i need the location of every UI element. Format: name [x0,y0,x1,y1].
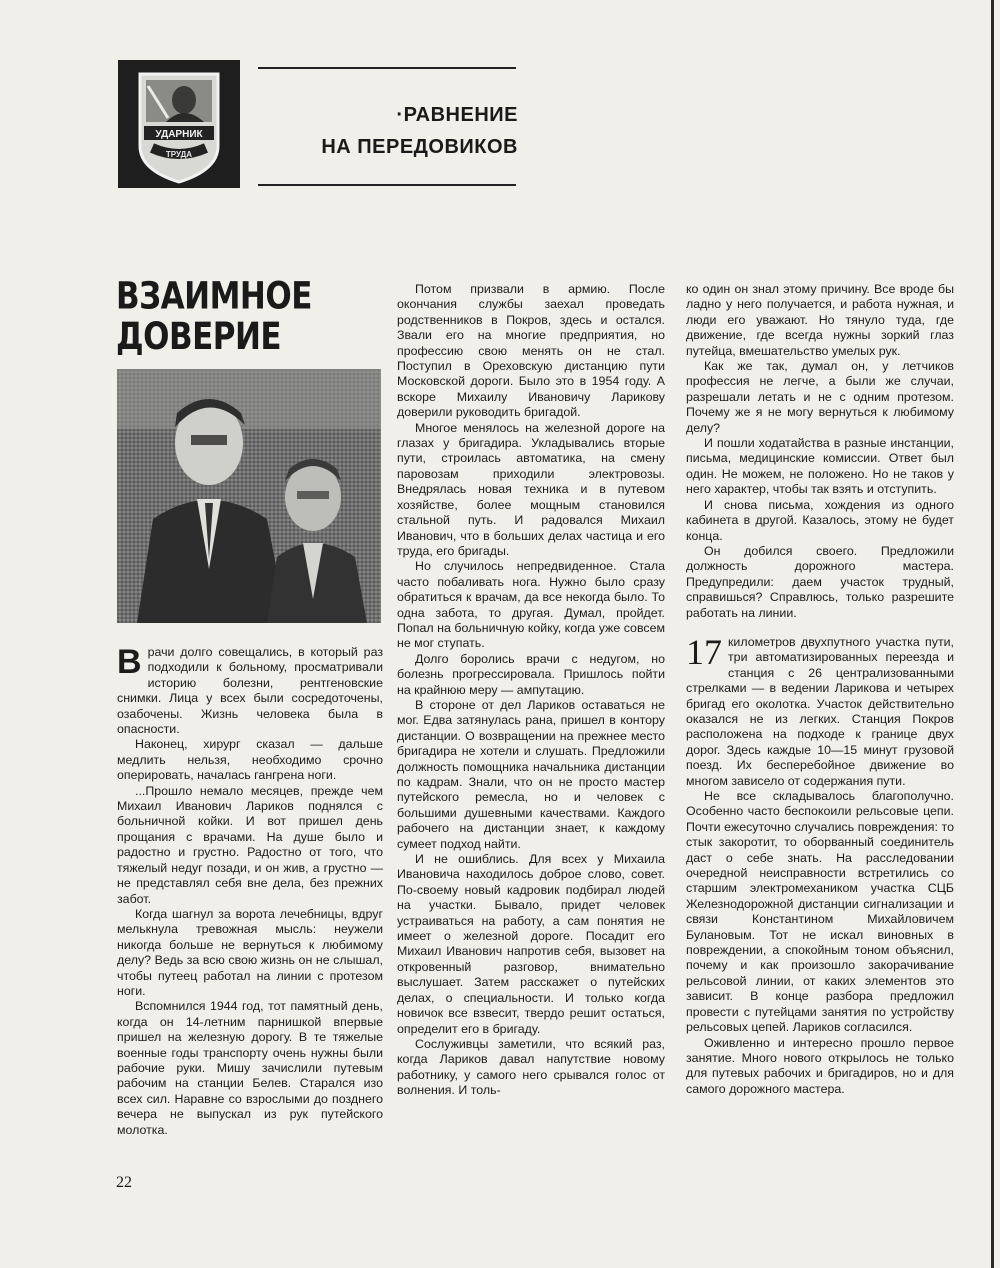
paragraph: Не все складывалось благополучно. Особенно часто беспокоили рельсовые цепи. Почти ежесуточно случались повреждения: то стык закоротит, то оборванный соединитель даст о себе знать. На расследовании очередной неисправности встретились со старшим электромехаником участка СЦБ Железнодорожной дистанции сигнализации и связи Константином Михайловичем Булановым. Тот не искал виновных в повреждении, а спокойным тоном объяснил, почему и как произошло закорачивание рельсовой линии, от каких элементов это зависит. В конце разбора предложил провести с путейцами занятия по устройству рельсовых цепей. Лариков согласился. [686,789,954,1035]
svg-text:ТРУДА: ТРУДА [165,150,193,159]
paragraph: Долго боролись врачи с недугом, но болезнь прогрессировала. Пришлось пойти на крайнюю меру — ампутацию. [397,651,665,697]
udarnik-truda-badge [118,60,240,188]
paragraph: Сослуживцы заметили, что всякий раз, когда Лариков давал напутствие новому работнику, у самого него срывался голос от волнения. И толь- [397,1036,665,1098]
rubric-bottom-rule [258,184,516,186]
two-men-photo-icon [117,369,381,623]
paragraph-text: километров двухпутного участка пути, три автоматизированных переезда и станция с 26 централизованными стрелками — в ведении Ларикова и четырех бригад его околотка. Участок действительно оказался не из легких. Станция Покров расположена на подходе к границе двух дорог. Здесь каждые 10—15 минут грузовой поезд. Их бесперебойное движение во многом зависело от содержания пути. [686,634,954,788]
drop-cap: В [117,643,142,681]
article-headline: ВЗАИМНОЕ ДОВЕРИЕ [116,274,312,359]
article-column-1 [117,645,383,1138]
paragraph: Потом призвали в армию. После окончания службы заехал проведать родственников в Покров, здесь и остался. Звали его на многие предприятия, но профессию свою менять он не стал. Поступил в Ореховскую дистанцию пути Московской дороги. Было это в 1954 году. А вскоре Михаилу Ивановичу Ларикову доверили руководить бригадой. [397,282,665,420]
article-column-3 [686,282,954,1097]
rubric-line-2: НА ПЕРЕДОВИКОВ [321,136,518,158]
svg-text:УДАРНИК: УДАРНИК [155,129,203,140]
paragraph-text: рачи долго совещались, в который раз подходили к больному, просматривали историю болезни, рентгеновские снимки. Лица у всех были сосредоточены, озабочены. Жизнь человека была в опасности. [117,645,383,737]
paragraph: Он добился своего. Предложили должность дорожного мастера. Предупредили: даем участок трудный, справишься? Справлюсь, только разрешите работать на линии. [686,543,954,620]
paragraph: И пошли ходатайства в разные инстанции, письма, медицинские комиссии. Ответ был один. Не можем, не положено. Но не таков у него характер, чтобы так взять и отступить. [686,436,954,497]
rubric-line-1: ·РАВНЕНИЕ [396,104,518,126]
article-photo [117,369,381,623]
paragraph: В стороне от дел Лариков оставаться не мог. Едва затянулась рана, пришел в контору дистанции. О возвращении на прежнее место бригадира не хотели и слушать. Предложили должность помощника начальника дистанции по кадрам. Знали, что он не просто мастер путейского ремесла, но и человек с большими душевными качествами. Каждого рабочего на дистанции знает, к каждому сумеет подход найти. [397,697,665,851]
paragraph: Но случилось непредвиденное. Стала часто побаливать нога. Нужно было сразу обратиться к врачам, да все некогда было. То одна забота, то другая. Думал, пройдет. Попал на больничную койку, когда уже совсем не мог ступать. [397,559,665,651]
paragraph: ...Прошло немало месяцев, прежде чем Михаил Иванович Лариков поднялся с больничной койки. И вот пришел день прощания с врачами. На душе было и радостно и грустно. Радостно от того, что тяжелый недуг позади, и он жив, а грустно — не представлял себя вне дела, без прежних забот. [117,783,383,906]
paragraph: Когда шагнул за ворота лечебницы, вдруг мелькнула тревожная мысль: неужели никогда больше не вернуться к любимому делу? Ведь за всю свою жизнь он не слышал, чтобы путеец работал на линии с протезом ноги. [117,906,383,998]
article-column-2 [397,282,665,1099]
paragraph [117,645,383,737]
paragraph: И снова письма, хождения из одного кабинета в другой. Казалось, этому не будет конца. [686,497,954,543]
page-number: 22 [116,1174,132,1191]
paragraph: Наконец, хирург сказал — дальше медлить нельзя, необходимо срочно оперировать, началась гангрена ноги. [117,737,383,783]
drop-number: 17 [686,631,722,672]
paragraph: Многое менялось на железной дороге на глазах у бригадира. Укладывались вторые пути, строилась автоматика, на смену паровозам приходили электровозы. Внедрялась новая техника и в путевом хозяйстве, более мощным становился стальной путь. И радовался Михаил Иванович, что в больших делах частица и его труда, его бригады. [397,420,665,558]
rubric-top-rule [258,67,516,69]
paragraph: И не ошиблись. Для всех у Михаила Ивановича находилось доброе слово, совет. По-своему новый кадровик подбирал людей на участки. Бывало, придет человек устраиваться на работу, а сам понятия не имеет о железной дороге. Посадит его Михаил Иванович напротив себя, вызовет на откровенный разговор, внимательно выслушает. Затем расскажет о путейских делах, о специальности. И только когда новичок все взвесит, твердо решит остаться, определит его в бригаду. [397,852,665,1036]
section-gap [686,621,954,635]
badge-emblem-icon [118,60,240,188]
paragraph: Вспомнился 1944 год, тот памятный день, когда он 14-летним парнишкой впервые пришел на железную дорогу. В те тяжелые военные годы транспорту очень нужны были рабочие руки. Мишу зачислили путевым рабочим на станции Белев. Старался изо всех сил. Наравне со взрослыми до позднего вечера не выпускал из рук путейского молотка. [117,999,383,1137]
paragraph: ко один он знал этому причину. Все вроде бы ладно у него получается, и работа нужная, и люди его уважают. Но тянуло туда, где движение, где всегда нужны зоркий глаз путейца, вмешательство умелых рук. [686,282,954,358]
paragraph: Как же так, думал он, у летчиков профессия не легче, а были же случаи, разрешали летать и не с одним протезом. Почему же я не могу вернуться к любимому делу? [686,359,954,435]
paragraph [686,631,954,789]
paragraph: Оживленно и интересно прошло первое занятие. Много нового открылось не только для путевых рабочих и бригадиров, но и для самого дорожного мастера. [686,1035,954,1096]
page-edge-shadow [991,0,994,1268]
